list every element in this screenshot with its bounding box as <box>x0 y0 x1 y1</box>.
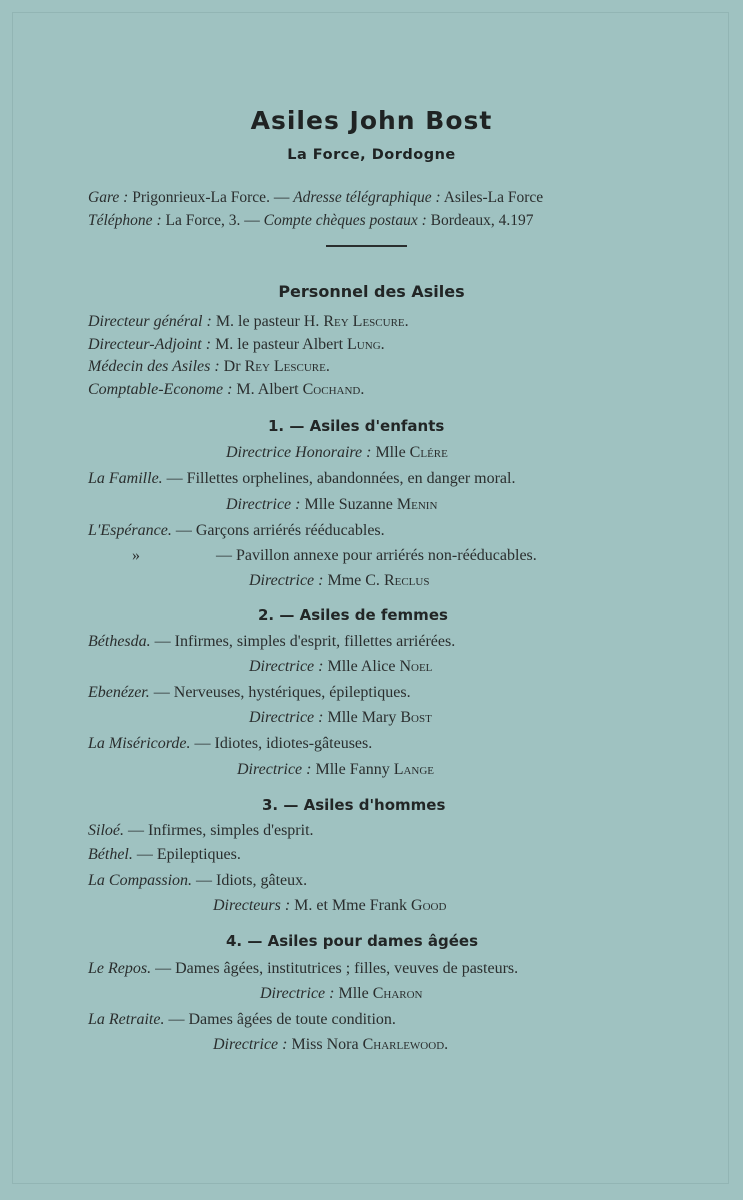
person-name: Clére <box>409 444 448 461</box>
person-prefix: Mlle <box>338 985 369 1002</box>
institution-line <box>88 1011 396 1029</box>
role-label: Comptable-Econome : <box>88 381 233 398</box>
person-prefix: M. Albert <box>236 381 299 398</box>
role-label: Directrice : <box>213 1036 288 1053</box>
institution-line <box>88 846 241 864</box>
institution-name: Siloé. <box>88 822 124 839</box>
role-label: Directeurs : <box>213 897 291 914</box>
role-label: Directrice : <box>237 761 312 778</box>
role-label: Directeur-Adjoint : <box>88 336 212 353</box>
page-frame <box>12 12 729 1184</box>
person-prefix: Mlle Mary <box>327 709 397 726</box>
person-name: Reclus <box>383 572 430 589</box>
person-name: Charon <box>372 985 423 1002</box>
role-label: Directrice Honoraire : <box>226 444 372 461</box>
personnel-row <box>88 358 330 376</box>
compte-value: Bordeaux, 4.197 <box>430 212 534 229</box>
institution-desc: — Dames âgées de toute condition. <box>168 1011 396 1028</box>
director-line <box>213 897 446 915</box>
institution-desc: — Idiots, gâteux. <box>196 872 308 889</box>
section-heading: 1. — Asiles d'enfants <box>268 417 445 435</box>
person-prefix: Mlle Alice <box>327 658 396 675</box>
institution-line <box>88 684 411 702</box>
institution-desc: — Pavillon annexe pour arriérés non-rééducables. <box>216 547 537 564</box>
director-line <box>249 572 429 590</box>
section-heading: 2. — Asiles de femmes <box>258 606 448 624</box>
person-prefix: M. le pasteur Albert <box>215 336 344 353</box>
separator-dash: — <box>244 212 260 229</box>
institution-name: L'Espérance. <box>88 522 172 539</box>
section-heading: 4. — Asiles pour dames âgées <box>226 932 479 950</box>
page-subtitle: La Force, Dordogne <box>287 147 456 163</box>
personnel-heading: Personnel des Asiles <box>278 282 465 301</box>
institution-line <box>88 633 455 651</box>
institution-name: Béthesda. <box>88 633 151 650</box>
gare-label: Gare : <box>88 189 129 206</box>
adresse-value: Asiles-La Force <box>443 189 544 206</box>
ditto-mark: » <box>132 547 140 564</box>
contact-line-2 <box>88 212 534 230</box>
institution-name: La Famille. <box>88 470 163 487</box>
personnel-row <box>88 313 409 331</box>
director-line <box>260 985 423 1003</box>
director-line <box>249 658 432 676</box>
person-name: Menin <box>396 496 438 513</box>
institution-line <box>88 522 385 540</box>
person-prefix: Miss Nora <box>291 1036 359 1053</box>
institution-name: Le Repos. <box>88 960 152 977</box>
person-prefix: Mme C. <box>327 572 380 589</box>
institution-name: La Retraite. <box>88 1011 165 1028</box>
section-heading: 3. — Asiles d'hommes <box>262 796 446 814</box>
institution-desc: — Idiotes, idiotes-gâteuses. <box>194 735 373 752</box>
compte-label: Compte chèques postaux : <box>263 212 427 229</box>
person-prefix: Mlle Suzanne <box>304 496 393 513</box>
role-label: Directrice : <box>249 709 324 726</box>
institution-desc: — Fillettes orphelines, abandonnées, en danger moral. <box>166 470 516 487</box>
gare-value: Prigonrieux-La Force. <box>132 189 270 206</box>
personnel-row <box>88 381 364 399</box>
telephone-label: Téléphone : <box>88 212 162 229</box>
role-label: Directrice : <box>249 658 324 675</box>
separator-dash: — <box>273 189 290 206</box>
institution-name: Béthel. <box>88 846 133 863</box>
adresse-label: Adresse télégraphique : <box>293 189 441 206</box>
director-line <box>249 709 432 727</box>
telephone-value: La Force, 3. <box>165 212 241 229</box>
page-title: Asiles John Bost <box>250 106 493 135</box>
institution-name: La Miséricorde. <box>88 735 191 752</box>
contact-line-1 <box>88 189 543 207</box>
institution-line <box>132 547 537 565</box>
personnel-row <box>88 336 385 354</box>
person-name: Bost <box>400 709 432 726</box>
director-line <box>226 496 437 514</box>
person-name: Cochand. <box>302 381 365 398</box>
institution-name: La Compassion. <box>88 872 193 889</box>
institution-desc: — Infirmes, simples d'esprit, fillettes arriérées. <box>154 633 456 650</box>
person-name: Lung. <box>347 336 385 353</box>
institution-desc: — Nerveuses, hystériques, épileptiques. <box>153 684 411 701</box>
institution-line <box>88 960 518 978</box>
person-name: Rey Lescure. <box>244 358 330 375</box>
person-name: Noel <box>399 658 433 675</box>
person-name: Lange <box>393 761 435 778</box>
role-label: Directeur général : <box>88 313 212 330</box>
person-name: Charlewood. <box>362 1036 449 1053</box>
director-line <box>226 444 448 462</box>
person-prefix: M. le pasteur H. <box>215 313 320 330</box>
institution-name: Ebenézer. <box>88 684 150 701</box>
institution-line <box>88 872 307 890</box>
person-prefix: Dr <box>223 358 241 375</box>
role-label: Directrice : <box>249 572 324 589</box>
person-prefix: M. et Mme Frank <box>294 897 408 914</box>
person-prefix: Mlle <box>375 444 406 461</box>
director-line <box>213 1036 448 1054</box>
institution-line <box>88 470 515 488</box>
institution-line <box>88 822 314 840</box>
role-label: Directrice : <box>226 496 301 513</box>
institution-line <box>88 735 372 753</box>
institution-desc: — Garçons arriérés rééducables. <box>175 522 385 539</box>
person-name: Good <box>411 897 447 914</box>
horizontal-rule <box>326 245 407 247</box>
person-name: Rey Lescure. <box>323 313 409 330</box>
director-line <box>237 761 434 779</box>
institution-desc: — Dames âgées, institutrices ; filles, veuves de pasteurs. <box>155 960 519 977</box>
role-label: Directrice : <box>260 985 335 1002</box>
person-prefix: Mlle Fanny <box>315 761 390 778</box>
role-label: Médecin des Asiles : <box>88 358 220 375</box>
institution-desc: — Epileptiques. <box>136 846 241 863</box>
institution-desc: — Infirmes, simples d'esprit. <box>128 822 314 839</box>
